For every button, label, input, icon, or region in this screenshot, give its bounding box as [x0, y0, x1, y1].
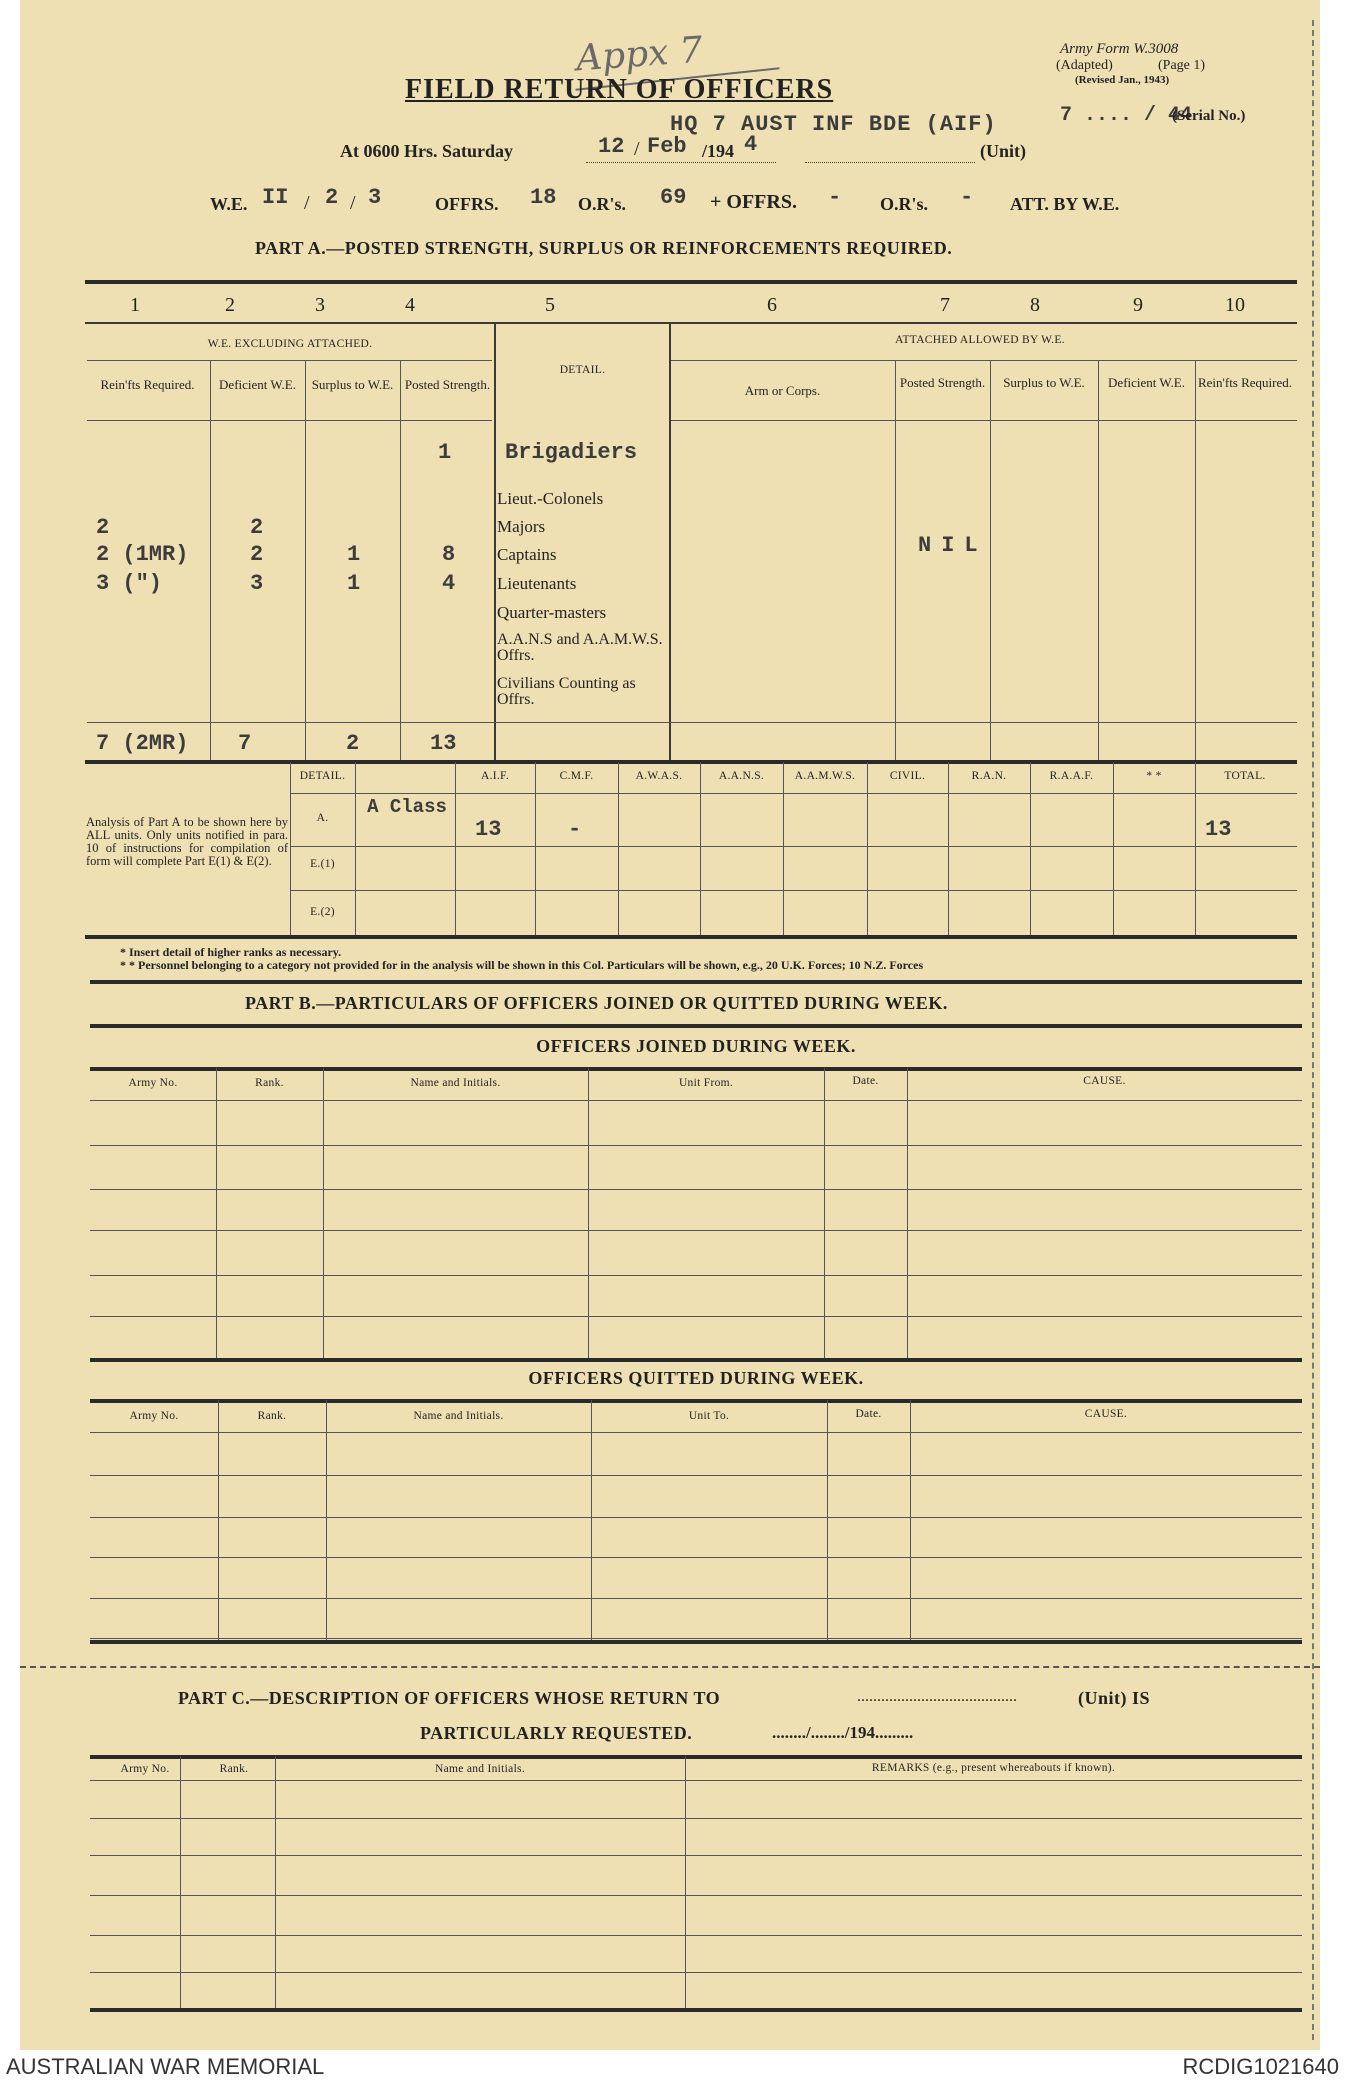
part-a-top-rule	[85, 280, 1297, 284]
joined-row-rule-2	[90, 1189, 1302, 1190]
joined-row-rule-4	[90, 1275, 1302, 1276]
plus-offrs-label: + OFFRS.	[710, 191, 797, 213]
quitted-h-cause: CAUSE.	[1084, 1408, 1128, 1420]
vline-a-3	[400, 360, 401, 760]
col-num-7: 7	[940, 294, 950, 316]
quitted-h-army-no: Army No.	[129, 1410, 179, 1422]
att-surplus-header: Surplus to W.E.	[1003, 375, 1085, 390]
offrs-value: 18	[530, 185, 557, 210]
vline-an-6	[783, 762, 784, 937]
total-surplus: 2	[346, 731, 360, 756]
an-row-e1: E.(1)	[310, 858, 335, 870]
footnote-1: * Insert detail of higher ranks as necessary.	[120, 945, 342, 959]
rank-captains: Captains	[497, 545, 557, 564]
part-c-top-rule	[90, 1755, 1302, 1759]
date-month: Feb	[647, 134, 687, 159]
part-c-title-a: PART C.—DESCRIPTION OF OFFICERS WHOSE RETURN TO	[178, 1688, 721, 1708]
date-day: 12	[598, 134, 625, 159]
part-c-row-rule-1	[90, 1818, 1302, 1819]
capt-posted: 8	[442, 542, 456, 567]
part-c-date-blank: ......../......../194.........	[772, 1723, 914, 1742]
part-b-rule	[90, 1024, 1302, 1028]
part-c-row-rule-5	[90, 1972, 1302, 1973]
col-num-6: 6	[767, 294, 777, 316]
lt-deficient: 3	[250, 571, 264, 596]
quitted-vline-5	[910, 1400, 911, 1640]
date-year-prefix-text: 194	[707, 141, 735, 161]
quitted-h-name: Name and Initials.	[413, 1410, 504, 1422]
joined-h-rank: Rank.	[255, 1077, 284, 1089]
part-c-row-rule-4	[90, 1935, 1302, 1936]
vline-an-7	[867, 762, 868, 937]
capt-surplus: 1	[347, 542, 361, 567]
joined-vline-4	[824, 1068, 825, 1358]
attached-allowed-header: ATTACHED ALLOWED BY W.E.	[895, 334, 1065, 346]
col-num-2: 2	[225, 294, 235, 316]
an-row-rule-1	[290, 846, 1297, 847]
offrs-label: OFFRS.	[435, 194, 499, 214]
an-row-a: A.	[316, 812, 329, 824]
analysis-top-rule	[85, 760, 1297, 764]
vline-an-8	[948, 762, 949, 937]
serial-number-label: (Serial No.)	[1172, 108, 1246, 124]
plus-offrs-value: -	[828, 185, 842, 210]
quitted-title: OFFICERS QUITTED DURING WEEK.	[528, 1368, 864, 1388]
rank-majors: Majors	[497, 517, 546, 536]
part-c-title-c: PARTICULARLY REQUESTED.	[420, 1723, 693, 1743]
capt-reinfts: 2 (1MR)	[96, 542, 189, 567]
an-col-awas: A.W.A.S.	[635, 770, 683, 782]
col-num-5: 5	[545, 294, 555, 316]
part-a-header-rule	[85, 322, 1297, 324]
vline-an-9	[1030, 762, 1031, 937]
quitted-row-rule-4	[90, 1598, 1302, 1599]
date-year-prefix: /194	[702, 141, 735, 161]
surplus-header: Surplus to W.E.	[311, 377, 394, 392]
footer-left-text: AUSTRALIAN WAR MEMORIAL	[6, 2054, 325, 2079]
an-class-value: A Class	[367, 796, 447, 818]
joined-vline-5	[907, 1068, 908, 1358]
we-slash-1: /	[304, 192, 310, 214]
an-col-total: TOTAL.	[1224, 770, 1266, 782]
col-num-9: 9	[1133, 294, 1143, 316]
col-num-4: 4	[405, 294, 415, 316]
rank-civilians: Civilians Counting as Offrs.	[497, 675, 636, 708]
ors-value: 69	[660, 185, 687, 210]
archive-footer	[0, 2050, 1345, 2082]
footnote-2: * * Personnel belonging to a category not provided for in the analysis will be shown in this Col. Particulars will be shown, e.g., 20 U.K. Forces; 10 N.Z. Forces	[120, 958, 924, 972]
form-sheet	[20, 0, 1320, 2050]
att-cols-rule	[670, 420, 1297, 421]
an-col-aif: A.I.F.	[480, 770, 510, 782]
joined-row-rule-3	[90, 1230, 1302, 1231]
we-sub-rule	[87, 360, 492, 361]
part-c-h-army-no: Army No.	[120, 1763, 170, 1775]
rank-lt-col: Lieut.-Colonels	[497, 489, 604, 508]
vline-a-5	[669, 322, 671, 760]
attached-nil: NIL	[918, 533, 988, 558]
vline-a-2	[305, 360, 306, 760]
an-col-civil: CIVIL.	[889, 770, 926, 782]
part-b-title: PART B.—PARTICULARS OF OFFICERS JOINED OR QUITTED DURING WEEK.	[245, 993, 948, 1013]
vline-an-3	[535, 762, 536, 937]
arm-corps-header: Arm or Corps.	[744, 383, 821, 398]
maj-reinfts: 2	[96, 515, 110, 540]
quitted-row-rule-0	[90, 1432, 1302, 1433]
col-num-3: 3	[315, 294, 325, 316]
quitted-vline-3	[591, 1400, 592, 1640]
capt-deficient: 2	[250, 542, 264, 567]
reinfts-header: Rein'fts Required.	[100, 377, 195, 392]
we-value-1: II	[262, 185, 289, 210]
an-col-cmf: C.M.F.	[559, 770, 594, 782]
part-c-row-rule-0	[90, 1780, 1302, 1781]
total-posted: 13	[430, 731, 457, 756]
an-aif-value: 13	[475, 817, 502, 842]
right-perforation	[1312, 20, 1314, 2040]
footer-right-text: RCDIG1021640	[1182, 2054, 1339, 2079]
army-form-id: Army Form W.3008	[1060, 41, 1179, 57]
vline-an-10	[1113, 762, 1114, 937]
part-c-vline-3	[685, 1756, 686, 2008]
ors-label: O.R's.	[578, 194, 627, 214]
part-c-h-rank: Rank.	[219, 1763, 249, 1775]
part-b-top-rule	[90, 980, 1302, 984]
lt-surplus: 1	[347, 571, 361, 596]
joined-title: OFFICERS JOINED DURING WEEK.	[536, 1036, 856, 1056]
joined-vline-1	[216, 1068, 217, 1358]
vline-an-4	[618, 762, 619, 937]
joined-h-cause: CAUSE.	[1083, 1075, 1126, 1087]
an-row-rule-2	[290, 890, 1297, 891]
an-header-rule	[290, 793, 1297, 794]
unit-value: HQ 7 AUST INF BDE (AIF)	[670, 112, 997, 137]
page-label: (Page 1)	[1158, 58, 1206, 73]
rank-qm: Quarter-masters	[497, 603, 607, 622]
handwritten-appx-note: Appx 7	[574, 29, 705, 80]
we-value-2: 2	[325, 185, 339, 210]
we-excluding-header: W.E. EXCLUDING ATTACHED.	[207, 338, 373, 350]
we-cols-rule	[87, 420, 492, 421]
rank-lieutenants: Lieutenants	[497, 574, 577, 593]
posted-header: Posted Strength.	[404, 377, 491, 392]
detail-header: DETAIL.	[559, 364, 606, 376]
ors2-label: O.R's.	[880, 194, 929, 214]
lt-posted: 4	[442, 571, 456, 596]
lt-reinfts: 3 (")	[96, 571, 163, 596]
joined-h-name: Name and Initials.	[410, 1077, 501, 1089]
adapted-label: (Adapted)	[1056, 58, 1113, 73]
vline-an-5	[700, 762, 701, 937]
att-sub-rule	[670, 360, 1297, 361]
quitted-h-date: Date.	[855, 1408, 882, 1420]
an-col-detail: DETAIL.	[299, 770, 346, 782]
deficient-header: Deficient W.E.	[219, 377, 296, 392]
an-col-other: * *	[1146, 770, 1162, 782]
quitted-row-rule-3	[90, 1557, 1302, 1558]
part-c-unit-dots: ........................................	[857, 1688, 1017, 1705]
quitted-h-rank: Rank.	[257, 1410, 287, 1422]
ors2-value: -	[960, 185, 974, 210]
date-year-digit: 4	[744, 132, 758, 157]
vline-an-1	[355, 762, 356, 937]
vline-an-11	[1195, 762, 1196, 937]
part-c-row-rule-2	[90, 1855, 1302, 1856]
unit-dotted-line	[805, 162, 975, 163]
vline-a-8	[1098, 360, 1099, 760]
an-col-ran: R.A.N.	[971, 770, 1007, 782]
joined-row-rule-0	[90, 1100, 1302, 1101]
joined-h-army-no: Army No.	[128, 1077, 178, 1089]
part-c-vline-2	[275, 1756, 276, 2008]
col-num-1: 1	[130, 294, 140, 316]
col-num-8: 8	[1030, 294, 1040, 316]
vline-an-2	[455, 762, 456, 937]
joined-row-rule-5	[90, 1316, 1302, 1317]
total-deficient: 7	[238, 731, 252, 756]
part-c-bottom-rule	[90, 2008, 1302, 2012]
quitted-top-rule	[90, 1399, 1302, 1403]
joined-top-rule	[90, 1067, 1302, 1071]
quitted-vline-2	[326, 1400, 327, 1640]
totals-top-rule	[87, 722, 1297, 723]
date-slash: /	[634, 138, 640, 160]
at-hours-label: At 0600 Hrs. Saturday	[340, 141, 514, 161]
an-col-raaf: R.A.A.F.	[1049, 770, 1094, 782]
analysis-bottom-rule	[85, 935, 1297, 939]
brig-posted: 1	[438, 440, 452, 465]
maj-deficient: 2	[250, 515, 264, 540]
joined-h-date: Date.	[852, 1075, 879, 1087]
rank-brigadiers: Brigadiers	[505, 440, 638, 465]
joined-row-rule-1	[90, 1145, 1302, 1146]
joined-vline-3	[588, 1068, 589, 1358]
quitted-vline-4	[827, 1400, 828, 1640]
revised-label: (Revised Jan., 1943)	[1075, 74, 1170, 86]
quitted-row-rule-2	[90, 1517, 1302, 1518]
att-by-we-label: ATT. BY W.E.	[1010, 194, 1120, 214]
vline-a-7	[990, 360, 991, 760]
total-reinfts: 7 (2MR)	[96, 731, 189, 756]
vline-a-1	[210, 360, 211, 760]
quitted-bottom-rule	[90, 1640, 1302, 1644]
quitted-vline-1	[218, 1400, 219, 1640]
we-slash-2: /	[350, 192, 356, 214]
we-label: W.E.	[210, 194, 248, 214]
joined-h-unit-from: Unit From.	[678, 1077, 734, 1089]
tear-line	[20, 1666, 1320, 1668]
part-c-title-b: (Unit) IS	[1078, 1688, 1151, 1708]
col-num-10: 10	[1225, 294, 1245, 316]
part-c-h-name: Name and Initials.	[434, 1763, 526, 1775]
rank-aans: A.A.N.S and A.A.M.W.S. Offrs.	[497, 631, 663, 664]
form-title: FIELD RETURN OF OFFICERS	[405, 74, 834, 105]
part-c-h-remarks: REMARKS (e.g., present whereabouts if known).	[871, 1762, 1116, 1774]
att-reinfts-header: Rein'fts Required.	[1197, 375, 1293, 390]
att-posted-header: Posted Strength.	[899, 375, 986, 390]
vline-a-4	[494, 322, 496, 760]
an-row-e2: E.(2)	[310, 906, 335, 918]
part-c-vline-1	[180, 1756, 181, 2008]
an-total-value: 13	[1205, 817, 1232, 842]
quitted-row-rule-5	[90, 1638, 1302, 1639]
part-c-row-rule-3	[90, 1895, 1302, 1896]
an-col-aans: A.A.N.S.	[718, 770, 765, 782]
an-cmf-value: -	[568, 817, 582, 842]
we-value-3: 3	[368, 185, 382, 210]
joined-vline-2	[323, 1068, 324, 1358]
vline-a-9	[1195, 360, 1196, 760]
joined-bottom-rule	[90, 1358, 1302, 1362]
part-a-title: PART A.—POSTED STRENGTH, SURPLUS OR REINFORCEMENTS REQUIRED.	[255, 238, 953, 258]
vline-a-6	[895, 360, 896, 760]
quitted-h-unit-to: Unit To.	[688, 1410, 730, 1422]
quitted-row-rule-1	[90, 1475, 1302, 1476]
att-deficient-header: Deficient W.E.	[1108, 375, 1185, 390]
serial-number-value: 7 .... / 44	[1060, 104, 1193, 127]
date-dotted-line	[586, 162, 776, 163]
analysis-note: Analysis of Part A to be shown here by ALL units. Only units notified in para. 10 of instructions for compilation of form will complete Part E(1) & E(2).	[86, 815, 288, 868]
unit-label: (Unit)	[980, 141, 1026, 161]
an-col-aamws: A.A.M.W.S.	[794, 770, 856, 782]
